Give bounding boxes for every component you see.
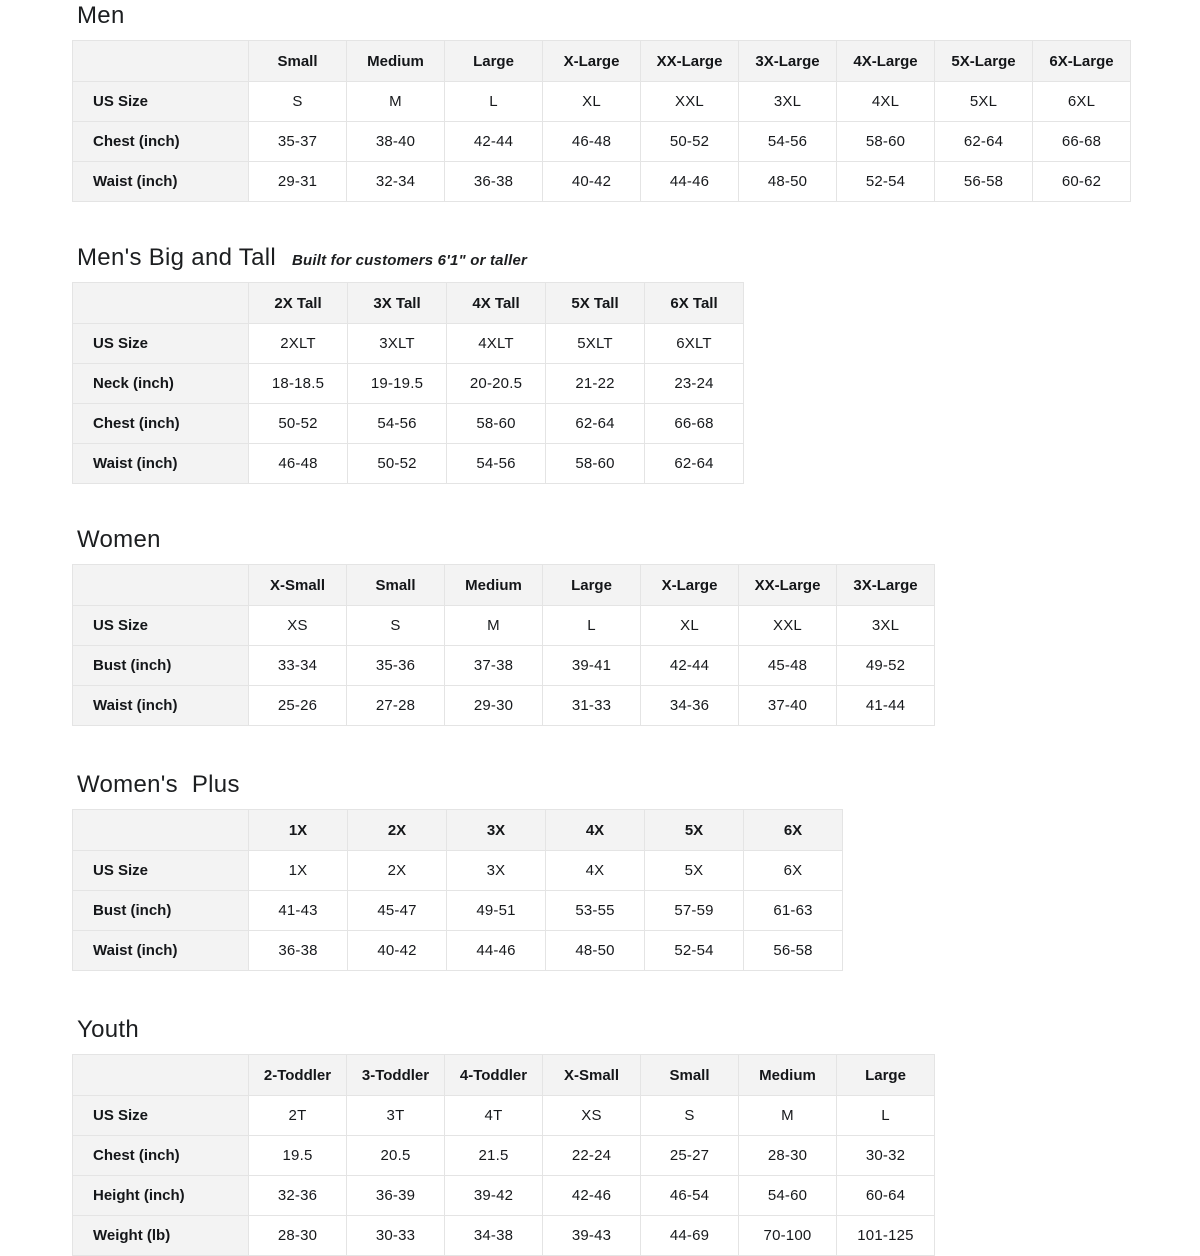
header-row bbox=[73, 810, 843, 851]
size-value-cell: 66-68 bbox=[1033, 122, 1131, 162]
size-value-cell: 27-28 bbox=[347, 686, 445, 726]
corner-cell bbox=[73, 810, 249, 851]
column-header-xx-large: XX-Large bbox=[739, 565, 837, 606]
size-value-cell: 32-34 bbox=[347, 162, 445, 202]
size-value-cell: 3XL bbox=[837, 606, 935, 646]
section-title-men: Men bbox=[77, 2, 125, 29]
column-header-small: Small bbox=[641, 1055, 739, 1096]
column-header-small: Small bbox=[347, 565, 445, 606]
row-label: Waist (inch) bbox=[73, 162, 249, 202]
row-label: US Size bbox=[73, 606, 249, 646]
column-header-4x-tall: 4X Tall bbox=[447, 283, 546, 324]
size-value-cell: 46-48 bbox=[249, 444, 348, 484]
column-header-large: Large bbox=[543, 565, 641, 606]
size-value-cell: L bbox=[837, 1096, 935, 1136]
size-value-cell: 28-30 bbox=[249, 1216, 347, 1256]
column-header-3x-large: 3X-Large bbox=[837, 565, 935, 606]
size-value-cell: 39-42 bbox=[445, 1176, 543, 1216]
column-header-6x-large: 6X-Large bbox=[1033, 41, 1131, 82]
column-header-small: Small bbox=[249, 41, 347, 82]
size-value-cell: 50-52 bbox=[249, 404, 348, 444]
column-header-medium: Medium bbox=[739, 1055, 837, 1096]
column-header-medium: Medium bbox=[445, 565, 543, 606]
size-value-cell: 28-30 bbox=[739, 1136, 837, 1176]
size-value-cell: 4T bbox=[445, 1096, 543, 1136]
size-value-cell: 19.5 bbox=[249, 1136, 347, 1176]
section-header-men-s-big-and-tall bbox=[77, 244, 1200, 275]
column-header-2x-tall: 2X Tall bbox=[249, 283, 348, 324]
column-header-large: Large bbox=[445, 41, 543, 82]
size-value-cell: 44-46 bbox=[447, 931, 546, 971]
column-header-6x-tall: 6X Tall bbox=[645, 283, 744, 324]
row-label: Neck (inch) bbox=[73, 364, 249, 404]
size-value-cell: 70-100 bbox=[739, 1216, 837, 1256]
size-value-cell: 34-36 bbox=[641, 686, 739, 726]
column-header-4x-large: 4X-Large bbox=[837, 41, 935, 82]
section-title-women-s-plus: Women's Plus bbox=[77, 771, 240, 798]
size-value-cell: 60-64 bbox=[837, 1176, 935, 1216]
size-value-cell: 44-46 bbox=[641, 162, 739, 202]
size-value-cell: 25-26 bbox=[249, 686, 347, 726]
size-value-cell: 3X bbox=[447, 851, 546, 891]
size-value-cell: 62-64 bbox=[935, 122, 1033, 162]
header-row bbox=[73, 41, 1131, 82]
size-value-cell: 36-38 bbox=[445, 162, 543, 202]
size-value-cell: 53-55 bbox=[546, 891, 645, 931]
section-men-s-big-and-tall bbox=[72, 244, 1200, 484]
size-value-cell: 44-69 bbox=[641, 1216, 739, 1256]
corner-cell bbox=[73, 565, 249, 606]
size-value-cell: S bbox=[347, 606, 445, 646]
size-value-cell: 57-59 bbox=[645, 891, 744, 931]
column-header-5x: 5X bbox=[645, 810, 744, 851]
size-value-cell: L bbox=[543, 606, 641, 646]
column-header-medium: Medium bbox=[347, 41, 445, 82]
size-value-cell: 30-32 bbox=[837, 1136, 935, 1176]
table-row-us-size bbox=[73, 851, 843, 891]
size-value-cell: 42-44 bbox=[641, 646, 739, 686]
size-value-cell: 66-68 bbox=[645, 404, 744, 444]
size-value-cell: 61-63 bbox=[744, 891, 843, 931]
corner-cell bbox=[73, 283, 249, 324]
size-value-cell: 48-50 bbox=[546, 931, 645, 971]
size-value-cell: 22-24 bbox=[543, 1136, 641, 1176]
size-value-cell: 20.5 bbox=[347, 1136, 445, 1176]
size-value-cell: 6X bbox=[744, 851, 843, 891]
column-header-x-small: X-Small bbox=[543, 1055, 641, 1096]
size-value-cell: M bbox=[739, 1096, 837, 1136]
size-value-cell: 48-50 bbox=[739, 162, 837, 202]
section-title-youth: Youth bbox=[77, 1016, 140, 1043]
section-header-women-s-plus bbox=[77, 771, 1200, 802]
size-value-cell: 62-64 bbox=[645, 444, 744, 484]
column-header-4x: 4X bbox=[546, 810, 645, 851]
size-value-cell: 52-54 bbox=[645, 931, 744, 971]
size-value-cell: 34-38 bbox=[445, 1216, 543, 1256]
size-value-cell: 21.5 bbox=[445, 1136, 543, 1176]
size-value-cell: 4XLT bbox=[447, 324, 546, 364]
size-value-cell: 54-60 bbox=[739, 1176, 837, 1216]
column-header-2x: 2X bbox=[348, 810, 447, 851]
size-value-cell: 29-31 bbox=[249, 162, 347, 202]
size-value-cell: 2T bbox=[249, 1096, 347, 1136]
row-label: US Size bbox=[73, 1096, 249, 1136]
size-value-cell: 4X bbox=[546, 851, 645, 891]
size-value-cell: 54-56 bbox=[447, 444, 546, 484]
size-value-cell: 50-52 bbox=[348, 444, 447, 484]
row-label: Weight (lb) bbox=[73, 1216, 249, 1256]
column-header-x-small: X-Small bbox=[249, 565, 347, 606]
size-value-cell: 2X bbox=[348, 851, 447, 891]
column-header-xx-large: XX-Large bbox=[641, 41, 739, 82]
size-value-cell: 54-56 bbox=[348, 404, 447, 444]
size-value-cell: 56-58 bbox=[935, 162, 1033, 202]
table-row-waist-inch bbox=[73, 931, 843, 971]
table-row-waist-inch bbox=[73, 444, 744, 484]
size-value-cell: 31-33 bbox=[543, 686, 641, 726]
size-value-cell: 58-60 bbox=[447, 404, 546, 444]
row-label: Height (inch) bbox=[73, 1176, 249, 1216]
size-value-cell: 62-64 bbox=[546, 404, 645, 444]
size-value-cell: 58-60 bbox=[546, 444, 645, 484]
size-value-cell: 38-40 bbox=[347, 122, 445, 162]
table-row-bust-inch bbox=[73, 891, 843, 931]
table-row-chest-inch bbox=[73, 404, 744, 444]
size-value-cell: 60-62 bbox=[1033, 162, 1131, 202]
row-label: Waist (inch) bbox=[73, 931, 249, 971]
size-table-men-s-big-and-tall bbox=[72, 282, 744, 484]
section-header-youth bbox=[77, 1016, 1200, 1047]
row-label: Waist (inch) bbox=[73, 686, 249, 726]
size-value-cell: 5XLT bbox=[546, 324, 645, 364]
section-title-men-s-big-and-tall: Men's Big and Tall bbox=[77, 244, 276, 271]
table-row-us-size bbox=[73, 606, 935, 646]
size-value-cell: 6XL bbox=[1033, 82, 1131, 122]
section-subtitle-men-s-big-and-tall: Built for customers 6'1" or taller bbox=[291, 252, 528, 269]
size-value-cell: 35-36 bbox=[347, 646, 445, 686]
size-value-cell: S bbox=[249, 82, 347, 122]
size-value-cell: 3T bbox=[347, 1096, 445, 1136]
table-row-waist-inch bbox=[73, 162, 1131, 202]
size-table-youth bbox=[72, 1054, 935, 1256]
size-value-cell: 3XL bbox=[739, 82, 837, 122]
size-value-cell: 18-18.5 bbox=[249, 364, 348, 404]
size-value-cell: XXL bbox=[739, 606, 837, 646]
size-value-cell: 4XL bbox=[837, 82, 935, 122]
size-value-cell: 49-52 bbox=[837, 646, 935, 686]
size-value-cell: S bbox=[641, 1096, 739, 1136]
column-header-x-large: X-Large bbox=[641, 565, 739, 606]
table-row-us-size bbox=[73, 1096, 935, 1136]
size-value-cell: XS bbox=[543, 1096, 641, 1136]
column-header-3x-tall: 3X Tall bbox=[348, 283, 447, 324]
size-value-cell: XXL bbox=[641, 82, 739, 122]
size-value-cell: 3XLT bbox=[348, 324, 447, 364]
size-value-cell: 39-43 bbox=[543, 1216, 641, 1256]
size-value-cell: 23-24 bbox=[645, 364, 744, 404]
size-value-cell: 42-46 bbox=[543, 1176, 641, 1216]
section-women bbox=[72, 526, 1200, 726]
size-value-cell: L bbox=[445, 82, 543, 122]
size-value-cell: 46-54 bbox=[641, 1176, 739, 1216]
size-value-cell: 25-27 bbox=[641, 1136, 739, 1176]
size-value-cell: 30-33 bbox=[347, 1216, 445, 1256]
header-row bbox=[73, 283, 744, 324]
size-value-cell: 54-56 bbox=[739, 122, 837, 162]
size-table-men bbox=[72, 40, 1131, 202]
column-header-6x: 6X bbox=[744, 810, 843, 851]
size-value-cell: 21-22 bbox=[546, 364, 645, 404]
size-value-cell: 52-54 bbox=[837, 162, 935, 202]
row-label: US Size bbox=[73, 851, 249, 891]
size-value-cell: 33-34 bbox=[249, 646, 347, 686]
size-value-cell: 5XL bbox=[935, 82, 1033, 122]
corner-cell bbox=[73, 1055, 249, 1096]
row-label: Chest (inch) bbox=[73, 404, 249, 444]
size-value-cell: XS bbox=[249, 606, 347, 646]
row-label: Chest (inch) bbox=[73, 122, 249, 162]
column-header-4-toddler: 4-Toddler bbox=[445, 1055, 543, 1096]
section-title-women: Women bbox=[77, 526, 161, 553]
row-label: Bust (inch) bbox=[73, 891, 249, 931]
size-value-cell: 41-44 bbox=[837, 686, 935, 726]
section-women-s-plus bbox=[72, 771, 1200, 971]
header-row bbox=[73, 565, 935, 606]
size-value-cell: 101-125 bbox=[837, 1216, 935, 1256]
column-header-large: Large bbox=[837, 1055, 935, 1096]
section-header-men bbox=[77, 2, 1200, 33]
size-value-cell: 50-52 bbox=[641, 122, 739, 162]
section-men bbox=[72, 2, 1200, 202]
table-row-waist-inch bbox=[73, 686, 935, 726]
table-row-us-size bbox=[73, 82, 1131, 122]
table-row-height-inch bbox=[73, 1176, 935, 1216]
size-value-cell: 39-41 bbox=[543, 646, 641, 686]
table-row-neck-inch bbox=[73, 364, 744, 404]
column-header-x-large: X-Large bbox=[543, 41, 641, 82]
column-header-5x-tall: 5X Tall bbox=[546, 283, 645, 324]
size-table-women-s-plus bbox=[72, 809, 843, 971]
column-header-5x-large: 5X-Large bbox=[935, 41, 1033, 82]
size-value-cell: 6XLT bbox=[645, 324, 744, 364]
size-value-cell: 37-40 bbox=[739, 686, 837, 726]
row-label: Bust (inch) bbox=[73, 646, 249, 686]
size-value-cell: 29-30 bbox=[445, 686, 543, 726]
size-value-cell: M bbox=[445, 606, 543, 646]
size-value-cell: 49-51 bbox=[447, 891, 546, 931]
size-value-cell: 58-60 bbox=[837, 122, 935, 162]
size-value-cell: 36-38 bbox=[249, 931, 348, 971]
row-label: Waist (inch) bbox=[73, 444, 249, 484]
section-header-women bbox=[77, 526, 1200, 557]
size-value-cell: XL bbox=[543, 82, 641, 122]
size-value-cell: 46-48 bbox=[543, 122, 641, 162]
size-value-cell: 45-47 bbox=[348, 891, 447, 931]
row-label: Chest (inch) bbox=[73, 1136, 249, 1176]
size-value-cell: 35-37 bbox=[249, 122, 347, 162]
size-value-cell: 42-44 bbox=[445, 122, 543, 162]
section-youth bbox=[72, 1016, 1200, 1256]
size-value-cell: 2XLT bbox=[249, 324, 348, 364]
column-header-3-toddler: 3-Toddler bbox=[347, 1055, 445, 1096]
row-label: US Size bbox=[73, 324, 249, 364]
table-row-us-size bbox=[73, 324, 744, 364]
column-header-1x: 1X bbox=[249, 810, 348, 851]
table-row-bust-inch bbox=[73, 646, 935, 686]
size-value-cell: 19-19.5 bbox=[348, 364, 447, 404]
size-value-cell: 40-42 bbox=[543, 162, 641, 202]
size-value-cell: 37-38 bbox=[445, 646, 543, 686]
size-value-cell: 56-58 bbox=[744, 931, 843, 971]
table-row-chest-inch bbox=[73, 1136, 935, 1176]
size-value-cell: 1X bbox=[249, 851, 348, 891]
corner-cell bbox=[73, 41, 249, 82]
column-header-3x-large: 3X-Large bbox=[739, 41, 837, 82]
table-row-weight-lb bbox=[73, 1216, 935, 1256]
size-value-cell: 41-43 bbox=[249, 891, 348, 931]
column-header-3x: 3X bbox=[447, 810, 546, 851]
header-row bbox=[73, 1055, 935, 1096]
size-value-cell: XL bbox=[641, 606, 739, 646]
size-value-cell: 32-36 bbox=[249, 1176, 347, 1216]
table-row-chest-inch bbox=[73, 122, 1131, 162]
size-value-cell: 40-42 bbox=[348, 931, 447, 971]
size-table-women bbox=[72, 564, 935, 726]
row-label: US Size bbox=[73, 82, 249, 122]
size-value-cell: M bbox=[347, 82, 445, 122]
size-value-cell: 36-39 bbox=[347, 1176, 445, 1216]
size-value-cell: 45-48 bbox=[739, 646, 837, 686]
column-header-2-toddler: 2-Toddler bbox=[249, 1055, 347, 1096]
size-value-cell: 20-20.5 bbox=[447, 364, 546, 404]
size-value-cell: 5X bbox=[645, 851, 744, 891]
